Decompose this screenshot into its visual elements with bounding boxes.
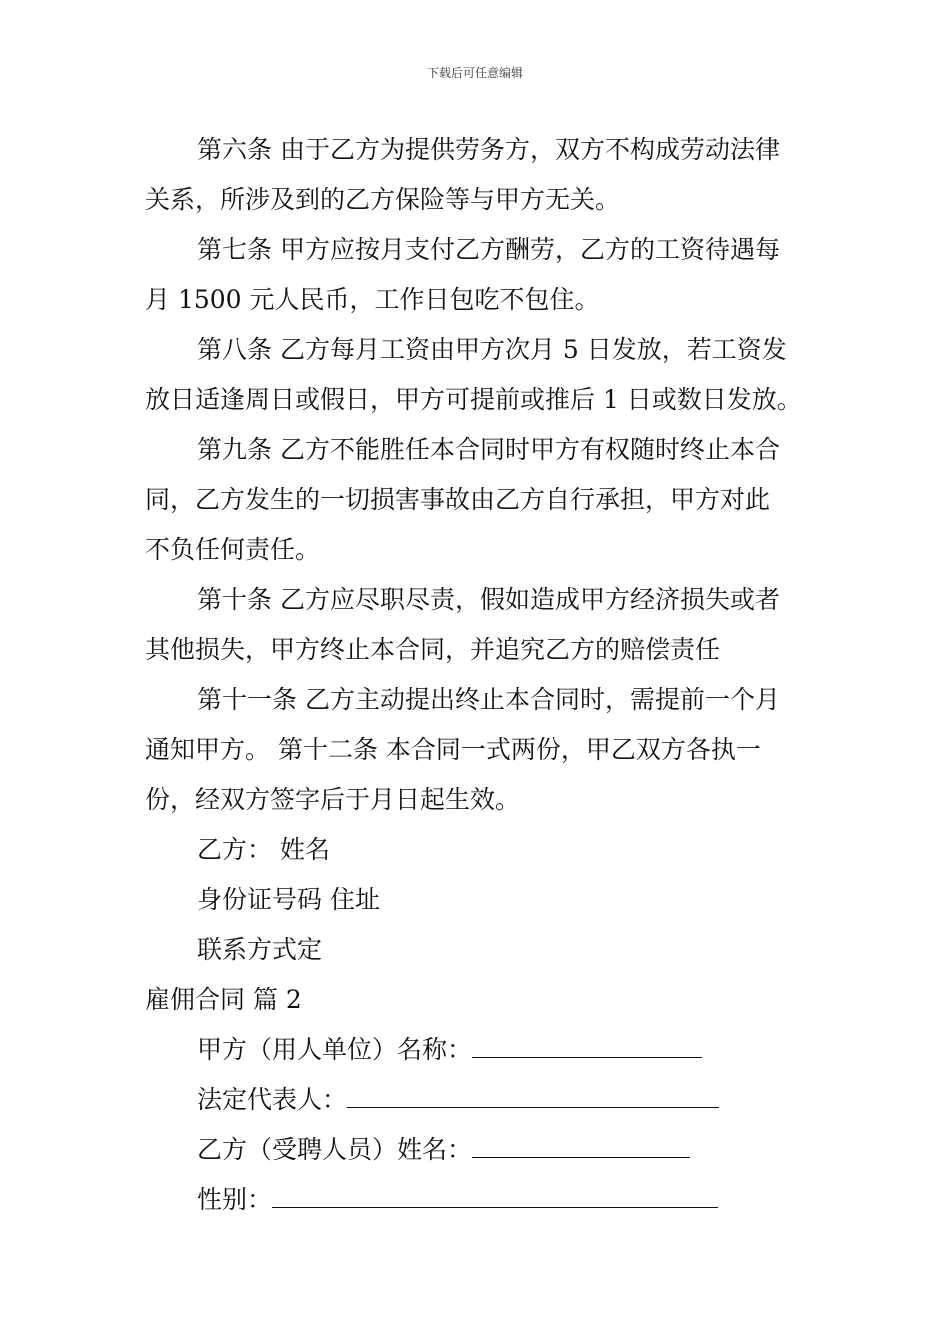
article-11-line-3: 份，经双方签字后于月日起生效。 — [145, 785, 521, 814]
party-b-name-row — [197, 1135, 690, 1165]
gender-blank[interactable] — [272, 1185, 718, 1208]
article-9-line-3: 不负任何责任。 — [145, 535, 321, 564]
party-a-name-blank[interactable] — [472, 1035, 702, 1058]
article-10-line-1: 第十条 乙方应尽职尽责，假如造成甲方经济损失或者 — [197, 585, 780, 614]
article-8-line-1: 第八条 乙方每月工资由甲方次月 5 日发放，若工资发 — [197, 335, 787, 364]
legal-rep-label: 法定代表人： — [197, 1085, 348, 1114]
article-9-line-1: 第九条 乙方不能胜任本合同时甲方有权随时终止本合 — [197, 435, 780, 464]
article-6-line-2: 关系，所涉及到的乙方保险等与甲方无关。 — [145, 185, 621, 214]
article-11-line-2: 通知甲方。 第十二条 本合同一式两份，甲乙双方各执一 — [145, 735, 761, 764]
article-11-line-1: 第十一条 乙方主动提出终止本合同时，需提前一个月 — [197, 685, 780, 714]
page-header: 下载后可任意编辑 — [426, 66, 523, 80]
party-b-name-line: 乙方： 姓名 — [197, 835, 330, 864]
party-a-name-label: 甲方（用人单位）名称： — [197, 1035, 473, 1064]
party-a-name-row — [197, 1035, 702, 1065]
id-address-line: 身份证号码 住址 — [197, 885, 380, 914]
article-8-line-2: 放日适逢周日或假日，甲方可提前或推后 1 日或数日发放。 — [145, 385, 802, 414]
party-b-name-label: 乙方（受聘人员）姓名： — [197, 1135, 473, 1164]
party-b-name-blank[interactable] — [472, 1135, 690, 1158]
article-6-line-1: 第六条 由于乙方为提供劳务方，双方不构成劳动法律 — [197, 135, 780, 164]
legal-rep-blank[interactable] — [347, 1085, 719, 1108]
legal-rep-row — [197, 1085, 719, 1115]
section-title: 雇佣合同 篇 2 — [145, 985, 302, 1014]
article-7-line-2: 月 1500 元人民币，工作日包吃不包住。 — [145, 285, 600, 314]
gender-row — [197, 1185, 718, 1215]
article-7-line-1: 第七条 甲方应按月支付乙方酬劳，乙方的工资待遇每 — [197, 235, 780, 264]
article-10-line-2: 其他损失，甲方终止本合同，并追究乙方的赔偿责任 — [145, 635, 721, 664]
gender-label: 性别： — [197, 1185, 273, 1214]
contact-line: 联系方式定 — [197, 935, 323, 964]
article-9-line-2: 同，乙方发生的一切损害事故由乙方自行承担，甲方对此 — [145, 485, 771, 514]
